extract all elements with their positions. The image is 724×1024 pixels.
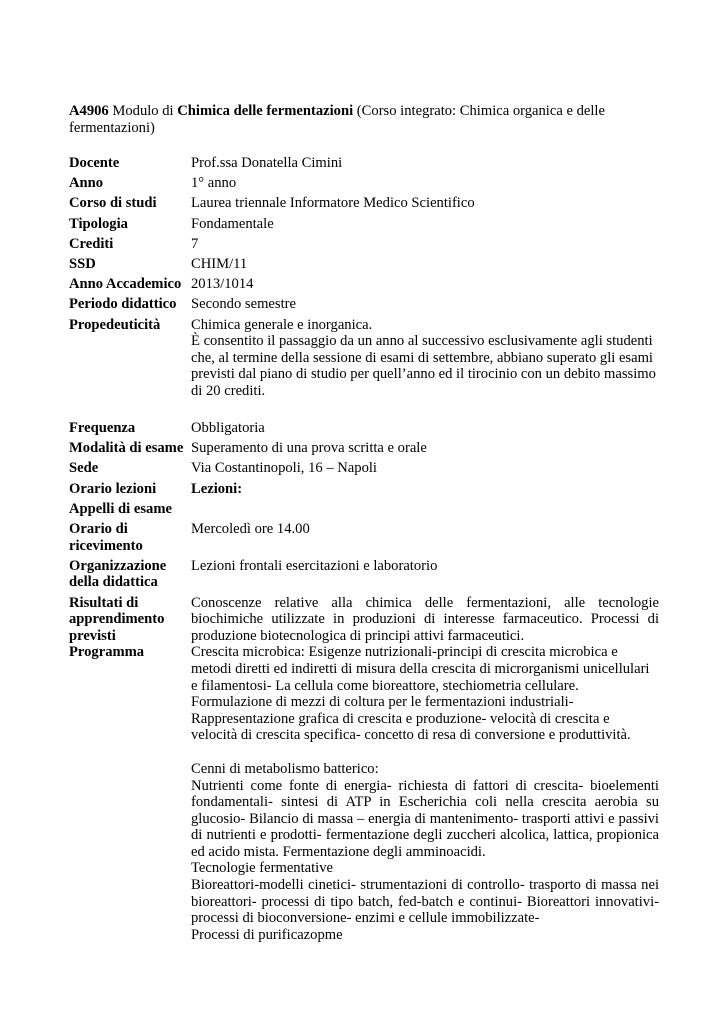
module-prefix: Modulo di (108, 103, 178, 119)
row-ricevimento (69, 521, 659, 554)
value-organizzazione: Lezioni frontali esercitazioni e laboratorio (191, 557, 438, 574)
row-ssd (69, 256, 659, 273)
programma-spacer (191, 744, 659, 761)
programma-p1: Crescita microbica: Esigenze nutrizionali-principi di crescita microbica e metodi diretti ed indiretti di misura della crescita di microrganismi unicellulari e filamentosi- La cellula come bioreattore, stechiometria cellulare. (191, 644, 650, 694)
row-crediti (69, 236, 659, 253)
label-sede: Sede (69, 460, 99, 477)
label-appelli: Appelli di esame (69, 500, 172, 517)
label-propedeuticita: Propedeuticità (69, 316, 161, 333)
row-programma (69, 644, 659, 943)
row-anno-accademico (69, 276, 659, 293)
label-programma: Programma (69, 644, 145, 661)
row-docente (69, 155, 659, 172)
spacer (69, 399, 659, 416)
value-propedeuticita (191, 317, 659, 400)
row-orario-lezioni (69, 481, 659, 498)
value-orario-lezioni: Lezioni: (191, 480, 243, 497)
value-anno-accademico: 2013/1014 (191, 276, 254, 293)
row-anno (69, 175, 659, 192)
row-frequenza (69, 420, 659, 437)
row-organizzazione (69, 558, 659, 591)
value-periodo: Secondo semestre (191, 296, 296, 313)
value-docente: Prof.ssa Donatella Cimini (191, 155, 343, 171)
row-sede (69, 460, 659, 477)
label-orario-lezioni: Orario lezioni (69, 480, 157, 497)
row-propedeuticita (69, 317, 659, 400)
label-risultati: Risultati di apprendimento previsti (69, 594, 165, 644)
programma-p2: Formulazione di mezzi di coltura per le fermentazioni industriali- (191, 694, 574, 711)
label-periodo: Periodo didattico (69, 296, 177, 313)
value-crediti: 7 (191, 235, 199, 252)
label-anno-accademico: Anno Accademico (69, 276, 182, 293)
label-anno: Anno (69, 175, 104, 192)
row-risultati (69, 595, 659, 645)
programma-p3: Rappresentazione grafica di crescita e produzione- velocità di crescita e velocità di crescita specifica- concetto di resa di conversione e produttività. (191, 710, 631, 744)
programma-p5: Nutrienti come fonte di energia- richiesta di fattori di crescita- bioelementi fondamentali- sintesi di ATP in Escherichia coli nella crescita aerobia su glucosio- Bilancio di massa – energia di mantenimento- trasporti attivi e passivi di nutrienti e prodotti- fermentazione degli zuccheri alcolica, lattica, propionica ed acido mista. Fermentazione degli amminoacidi. (191, 777, 659, 860)
field-table (69, 155, 659, 943)
label-organizzazione: Organizzazione della didattica (69, 557, 167, 591)
programma-p4: Cenni di metabolismo batterico: (191, 760, 379, 777)
value-programma (191, 644, 659, 943)
programma-p8: Processi di purificazopme (191, 926, 343, 943)
label-corso: Corso di studi (69, 195, 157, 212)
module-name: Chimica delle fermentazioni (177, 103, 354, 119)
value-modalita: Superamento di una prova scritta e orale (191, 440, 427, 457)
value-sede: Via Costantinopoli, 16 – Napoli (191, 460, 377, 477)
label-crediti: Crediti (69, 235, 114, 252)
propedeuticita-line2: È consentito il passaggio da un anno al successivo esclusivamente agli studenti che, al termine della sessione di esami di settembre, abbiano superato gli esami previsti dal piano di studio per quell’anno ed il tirocinio con un debito massimo di 20 crediti. (191, 333, 656, 399)
programma-p7: Bioreattori-modelli cinetici- strumentazioni di controllo- trasporto di massa nei bioreattori- processi di tipo batch, fed-batch e continui- Bioreattori innovativi-processi di bioconversione- enzimi e cellule immobilizzate- (191, 877, 659, 927)
value-frequenza: Obbligatoria (191, 420, 265, 437)
value-anno: 1° anno (191, 175, 237, 192)
value-ssd: CHIM/11 (191, 255, 248, 272)
value-ricevimento: Mercoledì ore 14.00 (191, 521, 310, 537)
label-tipologia: Tipologia (69, 215, 128, 232)
row-modalita (69, 440, 659, 457)
row-appelli (69, 501, 659, 518)
propedeuticita-line1: Chimica generale e inorganica. (191, 316, 373, 333)
course-code: A4906 (69, 103, 109, 119)
row-periodo (69, 296, 659, 313)
value-tipologia: Fondamentale (191, 215, 274, 232)
label-ssd: SSD (69, 255, 96, 272)
label-docente: Docente (69, 155, 120, 171)
value-corso: Laurea triennale Informatore Medico Scientifico (191, 195, 475, 212)
label-frequenza: Frequenza (69, 420, 136, 437)
course-note: (Corso integrato: Chimica organica e delle fermentazioni) (69, 103, 605, 136)
row-corso (69, 195, 659, 212)
label-modalita: Modalità di esame (69, 440, 184, 457)
programma-p6: Tecnologie fermentative (191, 860, 334, 877)
value-risultati: Conoscenze relative alla chimica delle fermentazioni, alle tecnologie biochimiche utilizzate in produzioni di interesse farmaceutico. Processi di produzione biotecnologica di principi attivi farmaceutici. (191, 594, 659, 644)
row-tipologia (69, 216, 659, 233)
label-ricevimento: Orario di ricevimento (69, 521, 143, 554)
document-title (69, 103, 659, 137)
